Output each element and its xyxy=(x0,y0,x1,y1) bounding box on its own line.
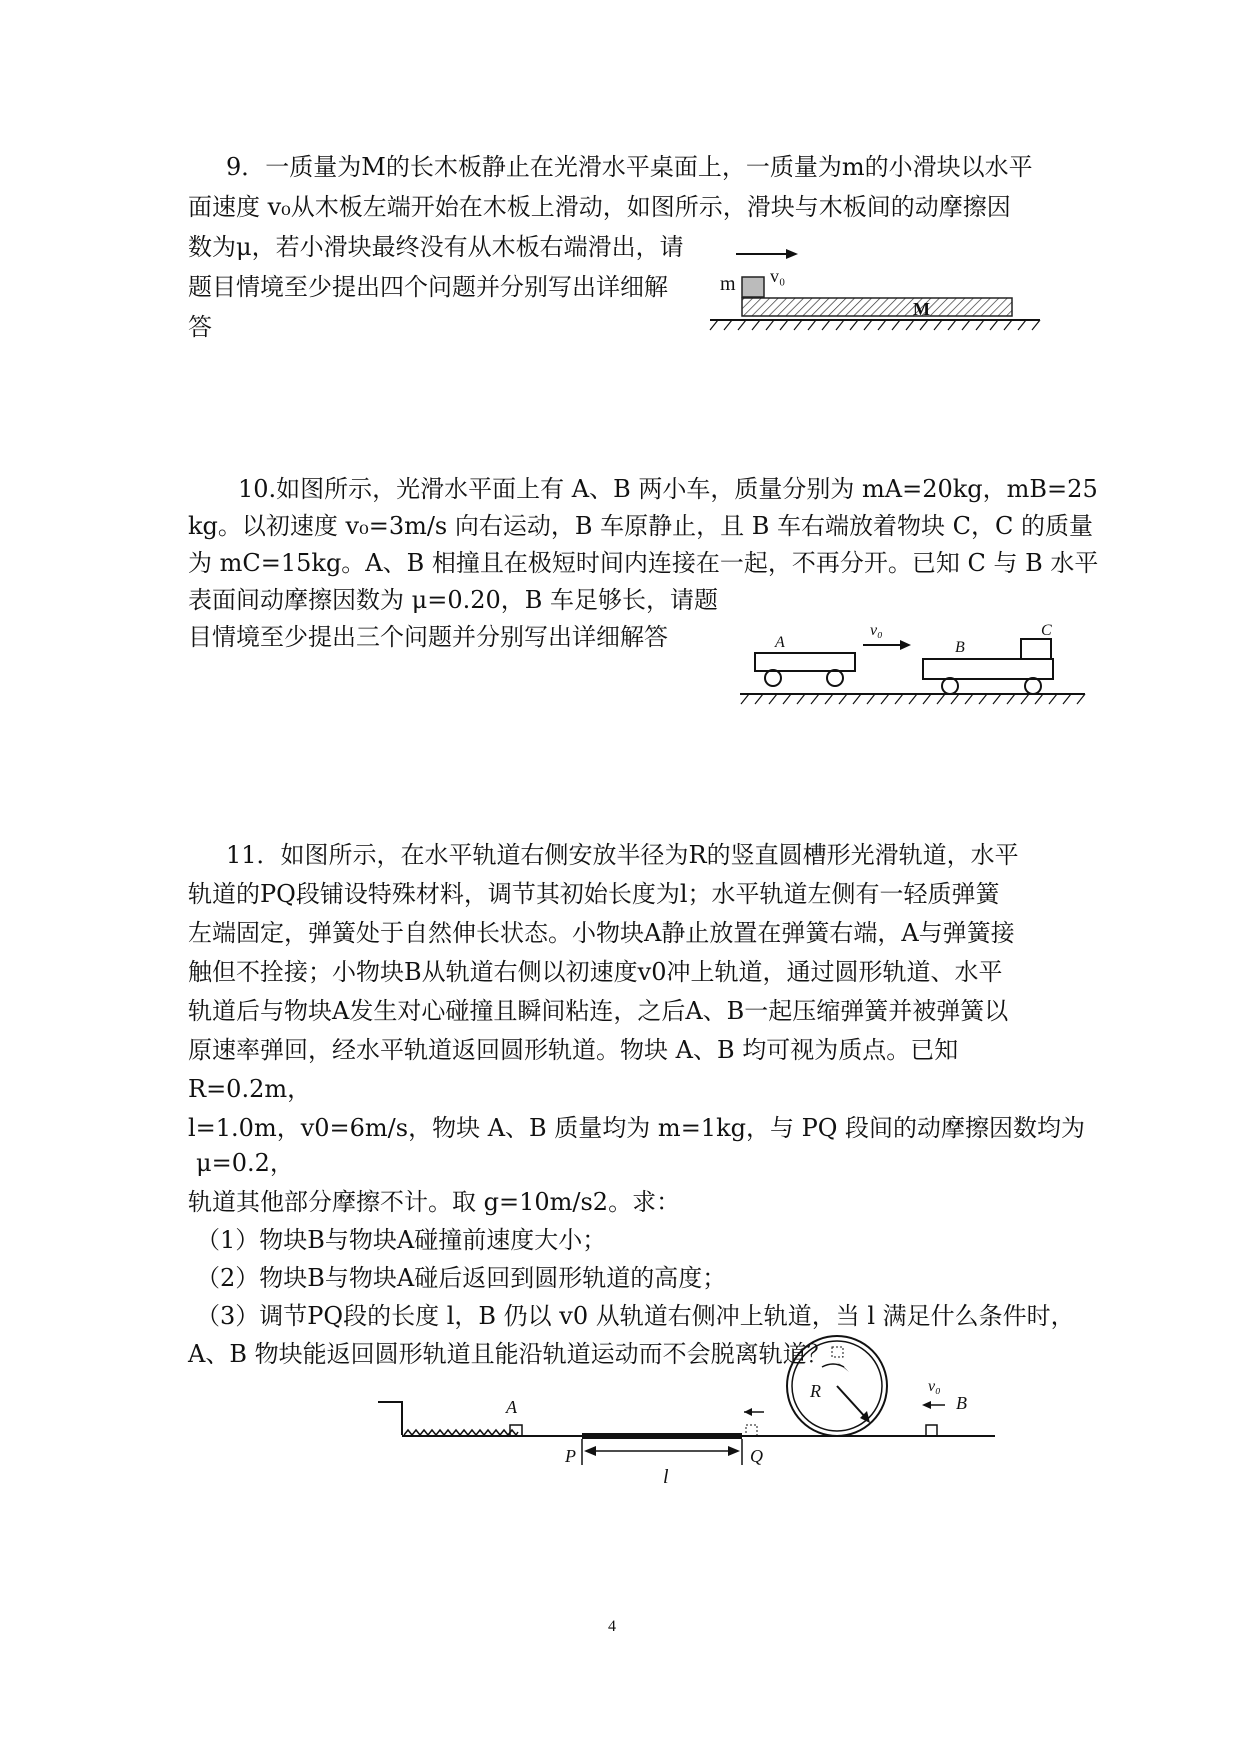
label-B: B xyxy=(955,639,965,656)
label-C: C xyxy=(1041,622,1052,639)
q11-line-12: （2）物块B与物块A碰后返回到圆形轨道的高度； xyxy=(196,1264,727,1292)
label-A: A xyxy=(775,634,785,651)
q10-line-1: 10.如图所示，光滑水平面上有 A、B 两小车，质量分别为 mA=20kg，mB=25 xyxy=(238,475,1098,503)
q11-line-9: μ=0.2， xyxy=(196,1149,294,1177)
q9-figure xyxy=(700,240,1050,340)
q11-line-5: 轨道后与物块A发生对心碰撞且瞬间粘连，之后A、B一起压缩弹簧并被弹簧以 xyxy=(188,997,1009,1025)
q11-figure xyxy=(370,1378,1020,1535)
q11-line-3: 左端固定，弹簧处于自然伸长状态。小物块A静止放置在弹簧右端，A与弹簧接 xyxy=(188,919,1015,947)
q11-line-2: 轨道的PQ段铺设特殊材料，调节其初始长度为l；水平轨道左侧有一轻质弹簧 xyxy=(188,880,1000,908)
velocity-arrow-head xyxy=(900,640,911,650)
cart-A xyxy=(755,653,855,671)
q11-line-4: 触但不拴接；小物块B从轨道右侧以初速度v0冲上轨道，通过圆形轨道、水平 xyxy=(188,958,1003,986)
q11-line-7: R=0.2m， xyxy=(188,1075,312,1103)
label-M: M xyxy=(913,299,930,319)
q11-line-10: 轨道其他部分摩擦不计。取 g=10m/s2。求： xyxy=(188,1188,681,1216)
pq-segment xyxy=(582,1433,742,1439)
dashed-block-top xyxy=(832,1347,843,1357)
label-m: m xyxy=(720,273,736,295)
label-Q: Q xyxy=(750,1446,763,1466)
small-block xyxy=(742,277,764,297)
label-B: B xyxy=(956,1393,967,1413)
cart-A-wheel-left xyxy=(765,670,781,686)
q11-line-11: （1）物块B与物块A碰撞前速度大小； xyxy=(196,1226,607,1254)
label-A: A xyxy=(506,1397,517,1417)
left-arrow-head xyxy=(744,1408,752,1416)
ground-hatch xyxy=(741,694,1085,704)
cart-B-wheel-left xyxy=(942,678,958,694)
q11-line-6: 原速率弹回，经水平轨道返回圆形轨道。物块 A、B 均可视为质点。已知 xyxy=(188,1036,959,1064)
ground-hatch xyxy=(710,320,1040,330)
long-board xyxy=(742,298,1012,316)
q10-line-5: 目情境至少提出三个问题并分别写出详细解答 xyxy=(188,623,668,651)
q11-line-8: l=1.0m，v0=6m/s，物块 A、B 质量均为 m=1kg，与 PQ 段间的动摩擦因数均为 xyxy=(188,1114,1086,1142)
length-arrow-left-head xyxy=(584,1446,596,1456)
b-velocity-arrow-head xyxy=(922,1401,931,1409)
length-arrow-right-head xyxy=(728,1446,740,1456)
label-P: P xyxy=(565,1446,576,1466)
q9-line-1: 9．一质量为M的长木板静止在光滑水平桌面上，一质量为m的小滑块以水平 xyxy=(226,153,1033,181)
cart-B-wheel-right xyxy=(1025,678,1041,694)
fixed-wall xyxy=(378,1402,402,1435)
cart-A-wheel-right xyxy=(827,670,843,686)
q9-line-4: 题目情境至少提出四个问题并分别写出详细解 xyxy=(188,273,668,301)
label-v0: v₀ xyxy=(870,622,883,639)
q10-line-4: 表面间动摩擦因数为 μ=0.20，B 车足够长，请题 xyxy=(188,586,719,614)
q9-line-5: 答 xyxy=(188,313,212,341)
dashed-block xyxy=(746,1425,757,1436)
q9-line-2: 面速度 v₀从木板左端开始在木板上滑动，如图所示，滑块与木板间的动摩擦因 xyxy=(188,193,1011,221)
block-C xyxy=(1021,639,1051,659)
q11-line-14: A、B 物块能返回圆形轨道且能沿轨道运动而不会脱离轨道？ xyxy=(188,1340,831,1368)
radius-line xyxy=(837,1386,867,1419)
velocity-arrow-head xyxy=(786,249,798,259)
cart-B xyxy=(923,659,1053,679)
label-v0: v₀ xyxy=(928,1378,941,1395)
label-R: R xyxy=(810,1381,821,1401)
q10-line-3: 为 mC=15kg。A、B 相撞且在极短时间内连接在一起，不再分开。已知 C 与 B 水平 xyxy=(188,549,1099,577)
spring xyxy=(404,1430,518,1435)
block-B xyxy=(926,1425,937,1436)
q11-line-13: （3）调节PQ段的长度 l，B 仍以 v0 从轨道右侧冲上轨道，当 l 满足什么条件时， xyxy=(196,1302,1075,1330)
label-v0: v₀ xyxy=(770,266,786,286)
rotation-arrow-head xyxy=(837,1362,849,1372)
label-l: l xyxy=(663,1466,669,1488)
q10-figure xyxy=(735,615,1095,715)
q10-line-2: kg。以初速度 v₀=3m/s 向右运动，B 车原静止，且 B 车右端放着物块 C，C 的质量 xyxy=(188,512,1094,540)
page-number: 4 xyxy=(608,1618,616,1635)
q11-line-1: 11．如图所示，在水平轨道右侧安放半径为R的竖直圆槽形光滑轨道，水平 xyxy=(226,841,1019,869)
q9-line-3: 数为μ，若小滑块最终没有从木板右端滑出，请 xyxy=(188,233,684,261)
